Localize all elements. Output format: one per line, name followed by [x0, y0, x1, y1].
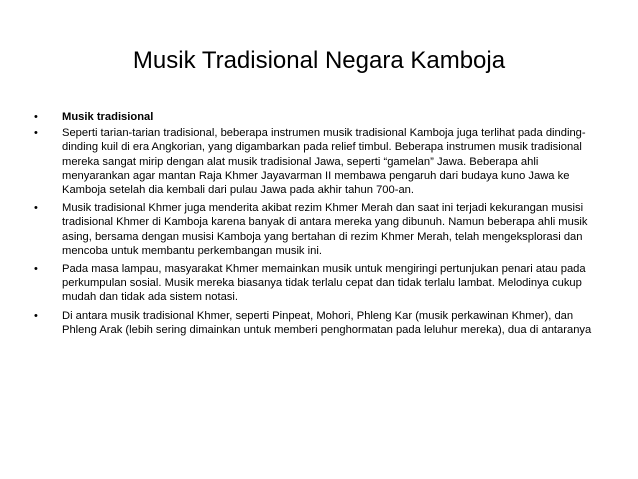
- bullet-dot-icon: •: [34, 111, 38, 123]
- bullet-item-5: [34, 309, 604, 337]
- bullet-text: Musik tradisional: [62, 111, 154, 123]
- bullet-dot-icon: •: [34, 127, 38, 140]
- bullet-item-4: [34, 262, 604, 305]
- bullet-text: Musik tradisional Khmer juga menderita akibat rezim Khmer Merah dan saat ini terjadi kekurangan musisi tradisional Khmer di Kamboja karena banyak di antara mereka yang dibunuh. Namun beberapa ahli musik asing, bersama dengan musisi Kamboja yang bertahan di rezim Khmer Merah, telah mengeksplorasi dan mencoba untuk membantu perkembangan musik ini.: [62, 202, 588, 257]
- bullet-text: Pada masa lampau, masyarakat Khmer memainkan musik untuk mengiringi pertunjukan penari atau pada perkumpulan sosial. Musik mereka biasanya tidak terlalu cepat dan tidak terlalu lambat. Melodinya cukup mudah dan tidak ada sistem notasi.: [62, 263, 586, 304]
- bullet-dot-icon: •: [34, 202, 38, 215]
- bullet-text: Seperti tarian-tarian tradisional, beberapa instrumen musik tradisional Kamboja juga terlihat pada dinding-dinding kuil di era Angkorian, yang digambarkan pada relief timbul. Beberapa instrumen musik tradisional mereka sangat mirip dengan alat musik tradisional Jawa, seperti “gamelan” Jawa. Beberapa ahli menyarankan agar mantan Raja Khmer Jayavarman II membawa pengaruh dari budaya kuno Jawa ke Kamboja setelah dia kembali dari pulau Jawa pada akhir tahun 700-an.: [62, 127, 586, 197]
- bullet-dot-icon: •: [34, 263, 38, 276]
- bullet-text: Di antara musik tradisional Khmer, seperti Pinpeat, Mohori, Phleng Kar (musik perkawinan Khmer), dan Phleng Arak (lebih sering dimainkan untuk memberi penghormatan pada leluhur mereka), dua di antaranya: [62, 309, 592, 336]
- bullet-dot-icon: •: [34, 309, 38, 322]
- bullet-list: [34, 110, 604, 341]
- slide-title: Musik Tradisional Negara Kamboja: [132, 47, 506, 74]
- bullet-item-2: [34, 126, 604, 197]
- bullet-item-3: [34, 201, 604, 258]
- bullet-item-1: [34, 110, 604, 124]
